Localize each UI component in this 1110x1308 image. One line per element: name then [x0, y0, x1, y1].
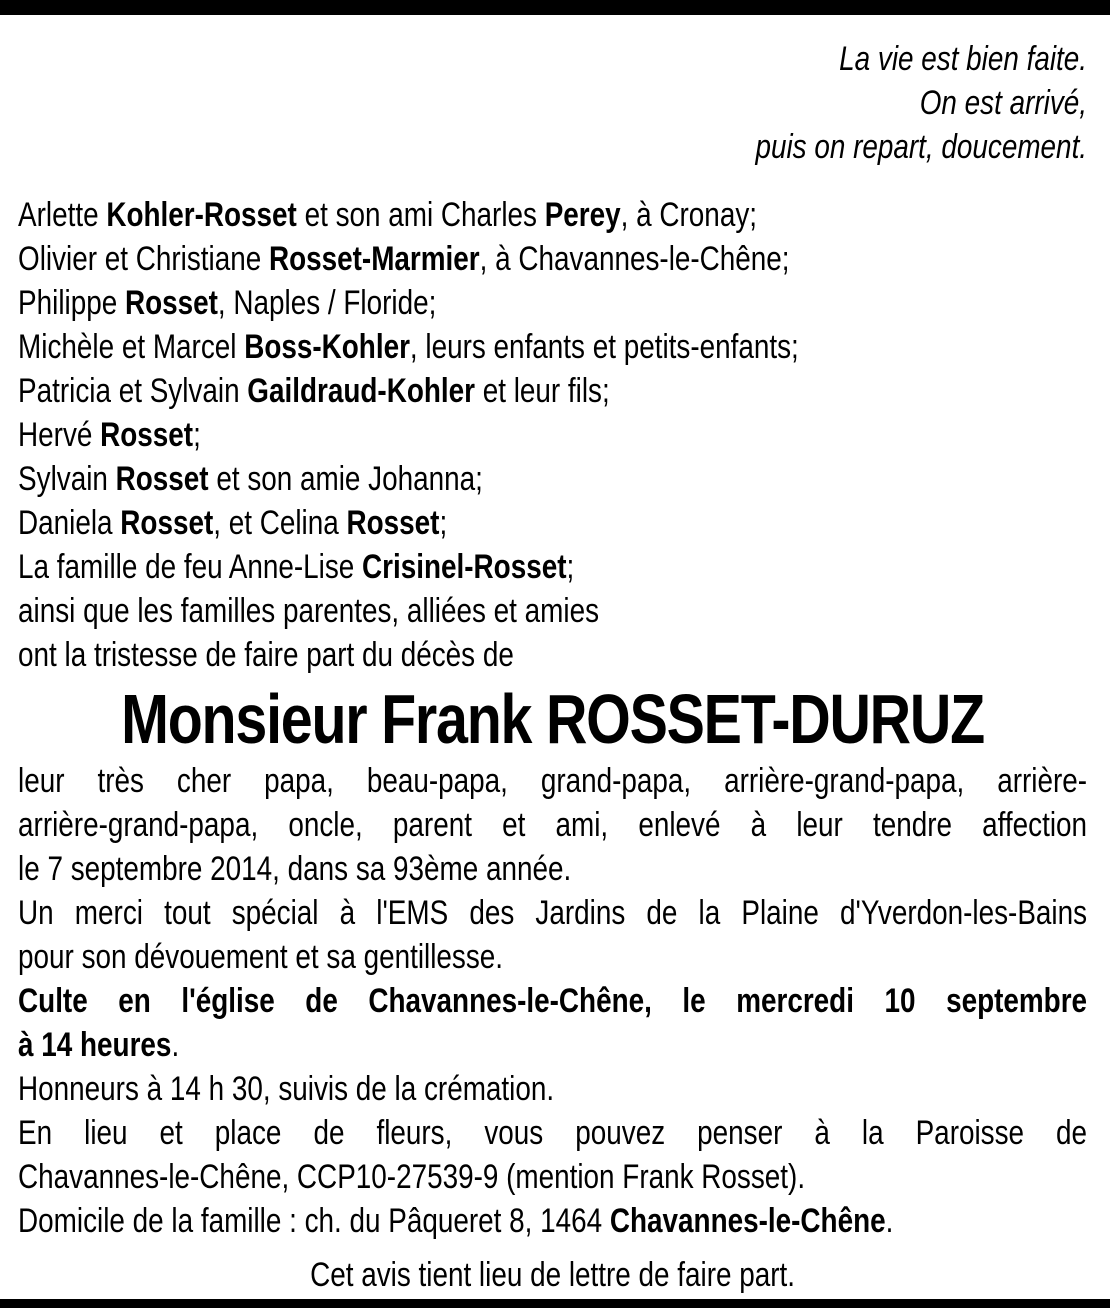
- body-text: Domicile de la famille : ch. du Pâqueret 8, 1464: [18, 1202, 610, 1240]
- bold-name-text: Rosset: [100, 416, 194, 454]
- bold-name-text: Rosset: [124, 284, 218, 322]
- body-text: Honneurs à 14 h 30, suivis de la crémation.: [18, 1070, 555, 1108]
- text-line: [18, 81, 1087, 125]
- body-text: Michèle et Marcel: [18, 328, 245, 366]
- body-text: , Naples / Floride;: [217, 284, 437, 322]
- text-line: [18, 1199, 1087, 1243]
- thanks-paragraph: [18, 891, 1087, 979]
- text-line: [18, 413, 1087, 457]
- honors-line: [18, 1067, 1087, 1111]
- body-text: ainsi que les familles parentes, alliées et amies: [18, 592, 600, 630]
- text-line: [18, 979, 1087, 1023]
- body-text: On est arrivé,: [919, 84, 1088, 122]
- body-text: ;: [566, 548, 575, 586]
- body-text: ;: [193, 416, 201, 454]
- text-line: [18, 803, 1087, 847]
- obituary-notice: [0, 15, 1110, 1297]
- top-rule-bar: [0, 0, 1110, 15]
- bottom-rule-bar: [0, 1299, 1110, 1308]
- body-text: Arlette: [18, 196, 107, 234]
- text-line: [18, 369, 1087, 413]
- bold-name-text: Crisinel-Rosset: [362, 548, 567, 586]
- body-text: Philippe: [18, 284, 125, 322]
- text-line: [18, 193, 1087, 237]
- body-text: ont la tristesse de faire part du décès de: [18, 636, 514, 674]
- bold-name-text: Rosset: [115, 460, 209, 498]
- closing-line: [18, 1253, 1087, 1297]
- text-line: [18, 633, 1087, 677]
- text-line: [18, 457, 1087, 501]
- body-text: Hervé: [18, 416, 101, 454]
- family-address-line: [18, 1199, 1087, 1243]
- body-text: .: [171, 1026, 180, 1064]
- body-text: La vie est bien faite.: [839, 40, 1088, 78]
- bold-name-text: Rosset-Marmier: [268, 240, 480, 278]
- body-text: La famille de feu Anne-Lise: [18, 548, 363, 586]
- text-line: [18, 891, 1087, 935]
- body-text: puis on repart, doucement.: [755, 128, 1088, 166]
- text-line: [18, 679, 1087, 759]
- text-line: [18, 589, 1087, 633]
- body-text: pour son dévouement et sa gentillesse.: [18, 938, 504, 976]
- bold-name-text: Rosset: [120, 504, 214, 542]
- body-text: Cet avis tient lieu de lettre de faire part.: [310, 1256, 796, 1294]
- text-line: [18, 847, 1087, 891]
- text-line: [18, 759, 1087, 803]
- text-line: [18, 545, 1087, 589]
- text-line: [18, 125, 1087, 169]
- text-line: [18, 935, 1087, 979]
- body-text: Sylvain: [18, 460, 116, 498]
- body-text: , leurs enfants et petits-enfants;: [409, 328, 799, 366]
- text-line: [18, 325, 1087, 369]
- bold-name-text: Boss-Kohler: [244, 328, 410, 366]
- body-text: Patricia et Sylvain: [18, 372, 248, 410]
- body-text: , à Chavannes-le-Chêne;: [479, 240, 790, 278]
- deceased-name-title: [18, 679, 1087, 759]
- text-line: [18, 1067, 1087, 1111]
- bold-name-text: Monsieur Frank ROSSET-DURUZ: [121, 680, 984, 758]
- body-text: ;: [439, 504, 448, 542]
- body-text: En lieu et place de fleurs, vous pouvez penser à la Paroisse de: [18, 1114, 1088, 1152]
- body-text: Olivier et Christiane: [18, 240, 269, 278]
- text-line: [18, 1111, 1087, 1155]
- body-text: et son amie Johanna;: [208, 460, 483, 498]
- bold-name-text: à 14 heures: [18, 1026, 172, 1064]
- body-text: .: [885, 1202, 894, 1240]
- body-text: , et Celina: [213, 504, 347, 542]
- body-text: et leur fils;: [474, 372, 610, 410]
- body-text: Chavannes-le-Chêne, CCP10-27539-9 (mention Frank Rosset).: [18, 1158, 806, 1196]
- text-line: [18, 501, 1087, 545]
- epigraph-verse: [18, 37, 1087, 169]
- text-line: [18, 1023, 1087, 1067]
- text-line: [18, 237, 1087, 281]
- body-text: le 7 septembre 2014, dans sa 93ème année.: [18, 850, 572, 888]
- body-text: , à Cronay;: [620, 196, 758, 234]
- bold-name-text: Culte en l'église de Chavannes-le-Chêne, le mercredi 10 septembre: [18, 982, 1088, 1020]
- text-line: [18, 1155, 1087, 1199]
- bold-name-text: Kohler-Rosset: [106, 196, 297, 234]
- bold-name-text: Perey: [544, 196, 621, 234]
- body-text: Un merci tout spécial à l'EMS des Jardins de la Plaine d'Yverdon-les-Bains: [18, 894, 1088, 932]
- bold-name-text: Chavannes-le-Chêne: [609, 1202, 886, 1240]
- text-line: [18, 281, 1087, 325]
- text-line: [18, 1253, 1087, 1297]
- body-text: Daniela: [18, 504, 121, 542]
- service-paragraph: [18, 979, 1087, 1067]
- body-text: leur très cher papa, beau-papa, grand-papa, arrière-grand-papa, arrière-: [18, 762, 1088, 800]
- relationship-paragraph: [18, 759, 1087, 891]
- donation-paragraph: [18, 1111, 1087, 1199]
- body-text: et son ami Charles: [296, 196, 545, 234]
- family-list: [18, 193, 1087, 677]
- body-text: arrière-grand-papa, oncle, parent et ami, enlevé à leur tendre affection: [18, 806, 1088, 844]
- text-line: [18, 37, 1087, 81]
- bold-name-text: Gaildraud-Kohler: [247, 372, 475, 410]
- bold-name-text: Rosset: [346, 504, 440, 542]
